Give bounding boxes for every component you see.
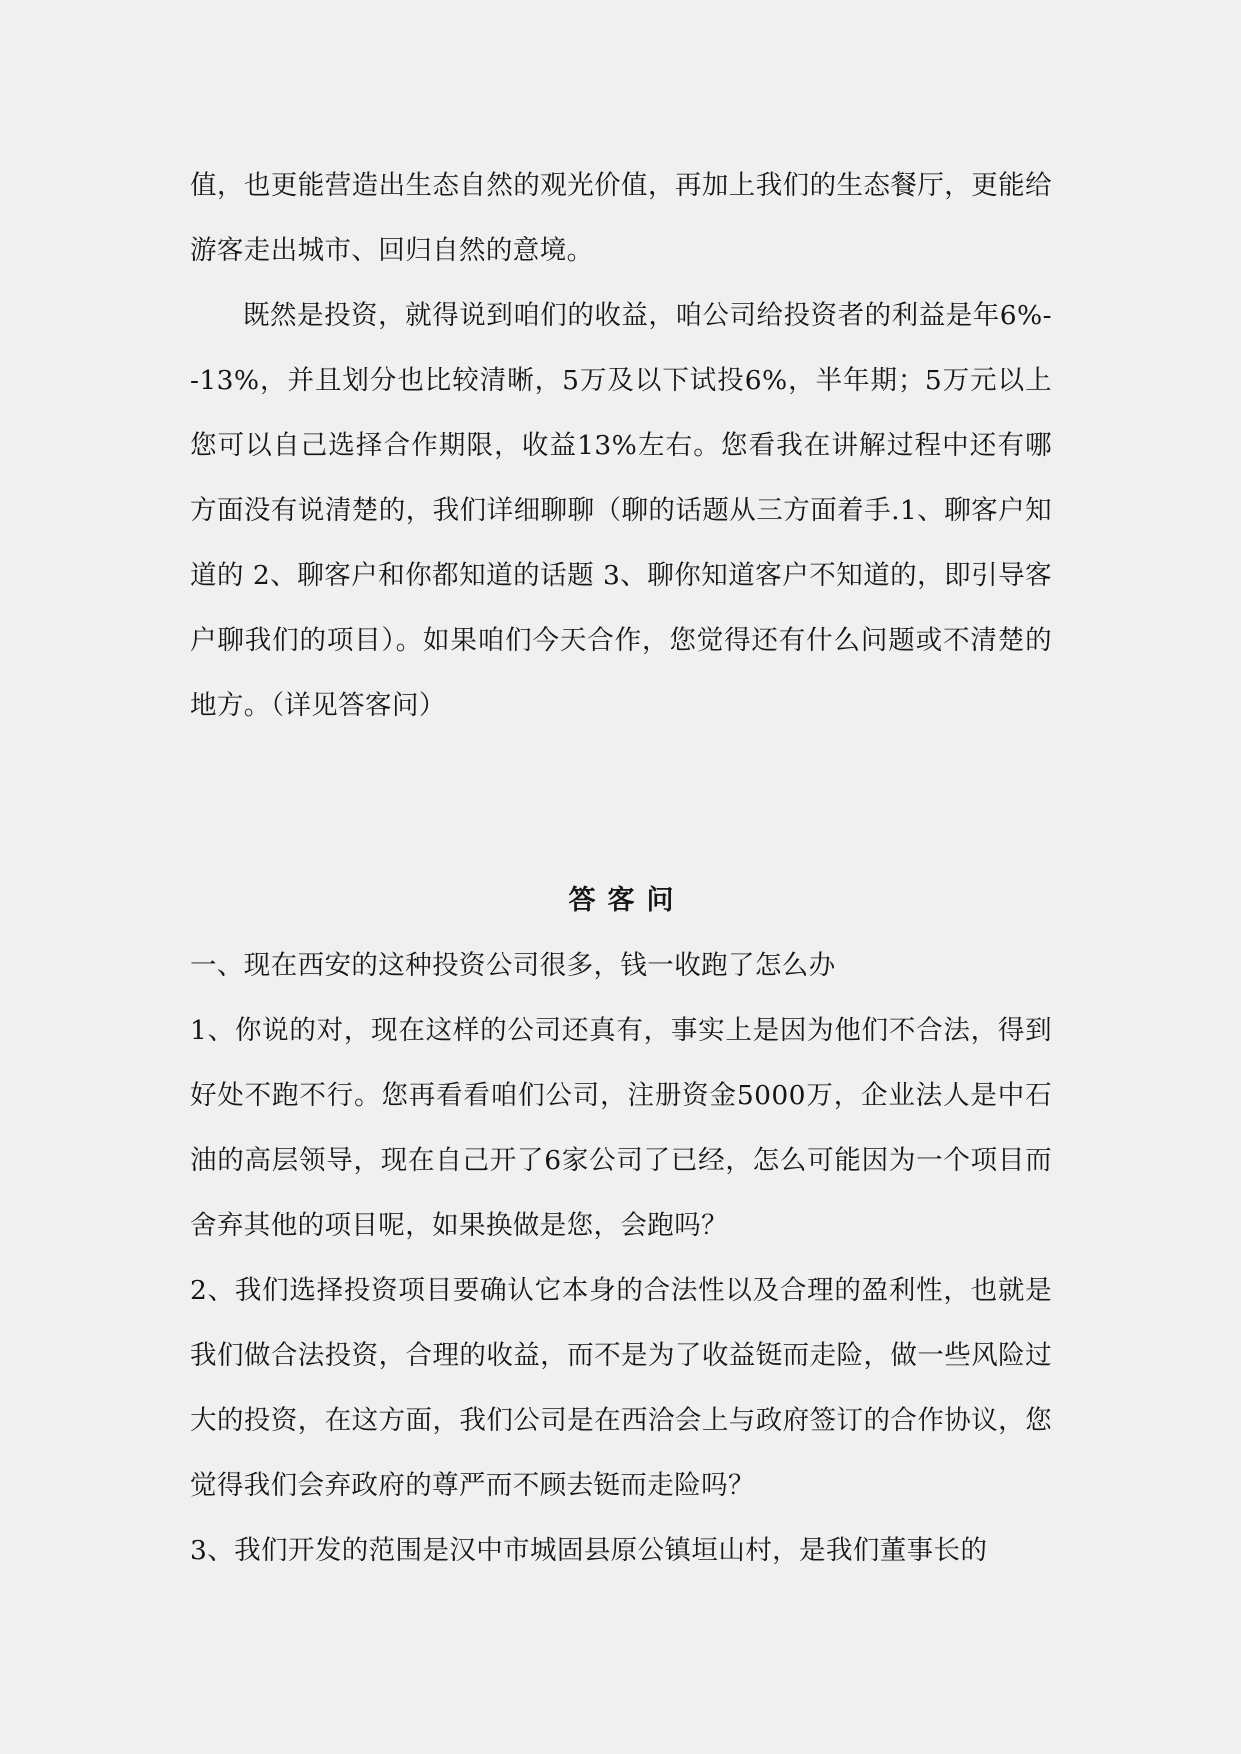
section-title: 答客问 — [568, 885, 686, 916]
answer-item-3: 3、我们开发的范围是汉中市城固县原公镇垣山村，是我们董事长的 — [190, 1535, 988, 1566]
answer-item-1: 1、你说的对，现在这样的公司还真有，事实上是因为他们不合法，得到好处不跑不行。您再看看咱们公司，注册资金5000万，企业法人是中石油的高层领导，现在自己开了6家公司了已经，怎么可能因为一个项目而舍弃其他的项目呢，如果换做是您，会跑吗？ — [190, 1015, 1052, 1241]
question-item: 一、现在西安的这种投资公司很多，钱一收跑了怎么办 — [190, 950, 836, 981]
section-spacer — [190, 738, 1052, 868]
document-body — [190, 153, 1052, 1583]
paragraph-returns: 既然是投资，就得说到咱们的收益，咱公司给投资者的利益是年6%--13%，并且划分也比较清晰，5万及以下试投6%，半年期；5万元以上您可以自己选择合作期限，收益13%左右。您看我在讲解过程中还有哪方面没有说清楚的，我们详细聊聊（聊的话题从三方面着手.1、聊客户知道的 2、聊客户和你都知道的话题 3、聊你知道客户不知道的，即引导客户聊我们的项目）。如果咱们今天合作，您觉得还有什么问题或不清楚的地方。（详见答客问） — [190, 300, 1052, 721]
answer-item-2: 2、我们选择投资项目要确认它本身的合法性以及合理的盈利性，也就是我们做合法投资，合理的收益，而不是为了收益铤而走险，做一些风险过大的投资，在这方面，我们公司是在西洽会上与政府签订的合作协议，您觉得我们会弃政府的尊严而不顾去铤而走险吗？ — [190, 1275, 1052, 1501]
paragraph-continuation: 值，也更能营造出生态自然的观光价值，再加上我们的生态餐厅，更能给游客走出城市、回归自然的意境。 — [190, 170, 1052, 266]
